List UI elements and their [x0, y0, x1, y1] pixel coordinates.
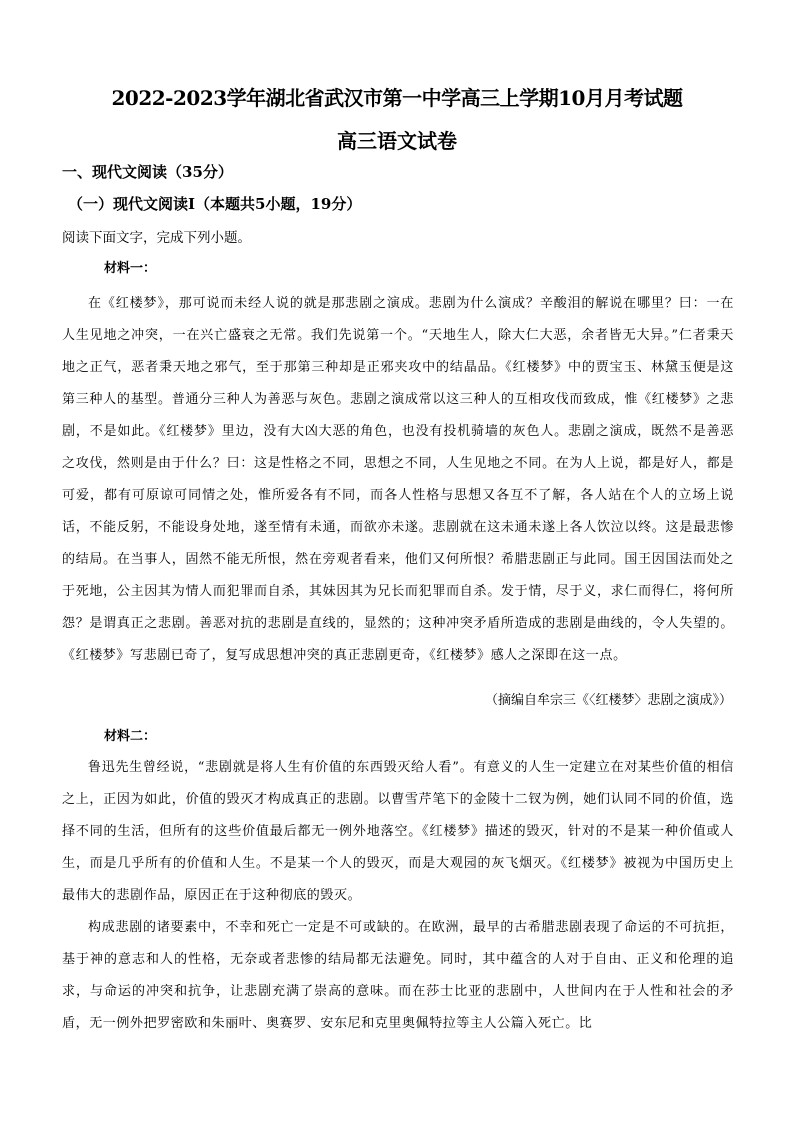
exam-title: 2022-2023学年湖北省武汉市第一中学高三上学期10月月考试题 [111, 86, 683, 110]
material-one-source: （摘编自牟宗三《〈红楼梦〉悲剧之演成》） [484, 693, 732, 708]
material-two-label: 材料二： [104, 729, 157, 744]
subsection-heading: （一）现代文阅读Ⅰ（本题共5小题，19分） [68, 195, 362, 213]
section-heading: 一、现代文阅读（35分） [62, 163, 233, 181]
instruction-text: 阅读下面文字，完成下列小题。 [62, 230, 251, 246]
material-two-paragraph: 鲁迅先生曾经说，“悲剧就是将人生有价值的东西毁灭给人看”。有意义的人生一定建立在对某些价值的相信之上，正因为如此，价值的毁灭才构成真正的悲剧。以曹雪芹笔下的金陵十二钗为例，她们认同不同的价值，选择不同的生活，但所有的这些价值最后都无一例外地落空。《红楼梦》描述的毁灭，针对的不是某一种价值或人生，而是几乎所有的价值和人生。不是某一个人的毁灭，而是大观园的灰飞烟灭。《红楼梦》被视为中国历史上最伟大的悲剧作品，原因正在于这种彻底的毁灭。 [62, 760, 734, 903]
material-one-label: 材料一： [104, 261, 157, 276]
material-one-text: 在《红楼梦》，那可说而未经人说的就是那悲剧之演成。悲剧为什么演成？辛酸泪的解说在哪里？曰：一在人生见地之冲突，一在兴亡盛衰之无常。我们先说第一个。“天地生人，除大仁大恶，余者皆无大异。”仁者秉天地之正气，恶者秉天地之邪气，至于那第三种却是正邪夹攻中的结晶品。《红楼梦》中的贾宝玉、林黛玉便是这第三种人的基型。普通分三种人为善恶与灰色。悲剧之演成常以这三种人的互相攻伐而致成，惟《红楼梦》之悲剧，不是如此。《红楼梦》里边，没有大凶大恶的角色，也没有投机骑墙的灰色人。悲剧之演成，既然不是善恶之攻伐，然则是由于什么？曰：这是性格之不同，思想之不同，人生见地之不同。在为人上说，都是好人，都是可爱，都有可原谅可同情之处，惟所爱各有不同，而各人性格与思想又各互不了解，各人站在个人的立场上说话，不能反躬，不能设身处地，遂至情有未通，而欲亦未遂。悲剧就在这未通未遂上各人饮泣以终。这是最悲惨的结局。在当事人，固然不能无所恨，然在旁观者看来，他们又何所恨？希腊悲剧正与此同。国王因国法而处之于死地，公主因其为情人而犯罪而自杀，其妹因其为兄长而犯罪而自杀。发于情，尽于义，求仁而得仁，将何所怨？是谓真正之悲剧。善恶对抗的悲剧是直线的，显然的；这种冲突矛盾所造成的悲剧是曲线的，令人失望的。《红楼梦》写悲剧已奇了，复写成思想冲突的真正悲剧更奇，《红楼梦》感人之深即在这一点。 [62, 296, 734, 663]
material-two-paragraph: 构成悲剧的诸要素中，不幸和死亡一定是不可或缺的。在欧洲，最早的古希腊悲剧表现了命运的不可抗拒，基于神的意志和人的性格，无奈或者悲惨的结局都无法避免。同时，其中蕴含的人对于自由、正义和伦理的追求，与命运的冲突和抗争，让悲剧充满了崇高的意味。而在莎士比亚的悲剧中，人世间内在于人性和社会的矛盾，无一例外把罗密欧和朱丽叶、奥赛罗、安东尼和克里奥佩特拉等主人公篇入死亡。比 [62, 920, 734, 1031]
exam-subtitle: 高三语文试卷 [337, 129, 457, 153]
